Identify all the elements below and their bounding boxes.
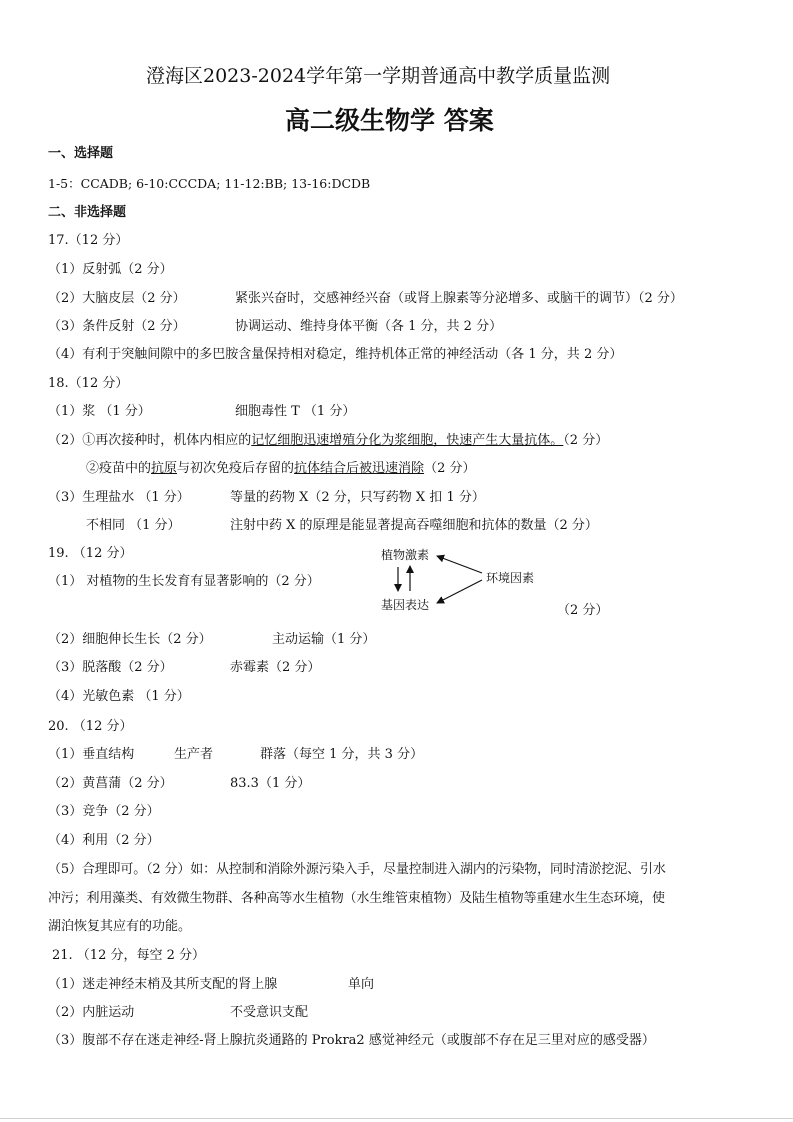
q20-answer-4: （4）利用（2 分） [48, 833, 160, 848]
q21-answer-1b: 单向 [348, 977, 375, 992]
q18-answer-3a: （3）生理盐水 （1 分） [48, 490, 190, 505]
q17-answer-3b: 协调运动、维持身体平衡（各 1 分，共 2 分） [235, 319, 503, 334]
q20-answer-1a: （1）垂直结构 [48, 747, 135, 762]
q18-answer-2s-key2: 抗体结合后被迅速消除 [294, 461, 425, 476]
q18-answer-3d: 注射中药 X 的原理是能显著提高吞噬细胞和抗体的数量（2 分） [230, 518, 598, 533]
q17-answer-4: （4）有利于突触间隙中的多巴胺含量保持相对稳定，维持机体正常的神经活动（各 1 分，共 2 分） [48, 347, 623, 362]
q20-answer-1c: 群落（每空 1 分，共 3 分） [260, 747, 424, 762]
q20-header: 20. （12 分） [48, 719, 133, 734]
q18-answer-3c: 不相同 （1 分） [86, 518, 181, 533]
q18-answer-2s-mid: 与初次免疫后存留的 [177, 461, 295, 476]
q18-answer-2s-key1: 抗原 [151, 461, 178, 476]
q19-answer-4: （4）光敏色素 （1 分） [48, 689, 190, 704]
q17-answer-1: （1）反射弧（2 分） [48, 262, 173, 277]
q19-answer-3a: （3）脱落酸（2 分） [48, 660, 173, 675]
document-title: 澄海区2023-2024学年第一学期普通高中教学质量监测 [146, 65, 611, 87]
q21-answer-2a: （2）内脏运动 [48, 1005, 135, 1020]
q18-answer-1a: （1）浆 （1 分） [48, 404, 151, 419]
arrow-env-to-hormone [437, 556, 482, 573]
q21-answer-3: （3）腹部不存在迷走神经-肾上腺抗炎通路的 Prokra2 感觉神经元（或腹部不存在足三里对应的感受器） [48, 1033, 655, 1048]
q17-answer-3a: （3）条件反射（2 分） [48, 319, 186, 334]
q20-answer-5-line1: （5）合理即可。（2 分）如：从控制和消除外源污染入手，尽量控制进入湖内的污染物，同时清淤挖泥、引水 [48, 862, 666, 877]
q18-answer-1b: 细胞毒性 T （1 分） [235, 404, 356, 419]
q19-header: 19. （12 分） [48, 546, 133, 561]
q20-answer-2a: （2）黄菖蒲（2 分） [48, 776, 173, 791]
q18-answer-2-score: （2 分） [563, 433, 609, 448]
section-heading-nonchoice: 二、非选择题 [48, 205, 127, 220]
q19-diagram-score: （2 分） [557, 603, 609, 618]
q21-header: 21. （12 分，每空 2 分） [52, 948, 206, 963]
arrow-env-to-gene [437, 580, 482, 603]
section-heading-choice: 一、选择题 [48, 146, 114, 161]
q19-answer-3b: 赤霉素（2 分） [230, 660, 321, 675]
q18-answer-2s-pre: ②疫苗中的 [86, 461, 152, 476]
diagram-node-plant-hormone: 植物激素 [381, 548, 430, 562]
q21-answer-1a: （1）迷走神经末梢及其所支配的肾上腺 [48, 977, 278, 992]
diagram-node-gene-expression: 基因表达 [381, 598, 430, 612]
q18-answer-2s-score: （2 分） [424, 461, 476, 476]
q20-answer-5-line2: 冲污；利用藻类、有效微生物群、各种高等水生植物（水生维管束植物）及陆生植物等重建水生生态环境，使 [48, 891, 665, 906]
q20-answer-2b: 83.3（1 分） [230, 776, 311, 791]
q18-header: 18.（12 分） [48, 376, 129, 391]
q20-answer-3: （3）竞争（2 分） [48, 804, 160, 819]
choice-answers: 1-5：CCADB; 6-10:CCCDA; 11-12:BB; 13-16:DCDB [48, 176, 371, 191]
page-bottom-rule [0, 1118, 793, 1119]
q21-answer-2b: 不受意识支配 [230, 1005, 309, 1020]
q17-answer-2a: （2）大脑皮层（2 分） [48, 291, 186, 306]
q18-answer-2-pre: （2）①再次接种时，机体内相应的 [48, 433, 252, 448]
q20-answer-5-line3: 湖泊恢复其应有的功能。 [48, 919, 192, 934]
diagram-node-environment: 环境因素 [486, 571, 535, 585]
q17-answer-2b: 紧张兴奋时，交感神经兴奋（或肾上腺素等分泌增多、或脑干的调节）（2 分） [235, 291, 683, 306]
q18-answer-3b: 等量的药物 X（2 分，只写药物 X 扣 1 分） [230, 490, 485, 505]
q19-answer-1: （1） 对植物的生长发育有显著影响的（2 分） [48, 574, 320, 589]
q18-answer-2-key: 记忆细胞迅速增殖分化为浆细胞，快速产生大量抗体。 [251, 433, 564, 448]
q17-header: 17.（12 分） [48, 233, 129, 248]
q19-answer-2a: （2）细胞伸长生长（2 分） [48, 632, 212, 647]
q19-answer-2b: 主动运输（1 分） [272, 632, 376, 647]
document-subtitle: 高二级生物学 答案 [285, 106, 494, 135]
q20-answer-1b: 生产者 [174, 747, 214, 762]
